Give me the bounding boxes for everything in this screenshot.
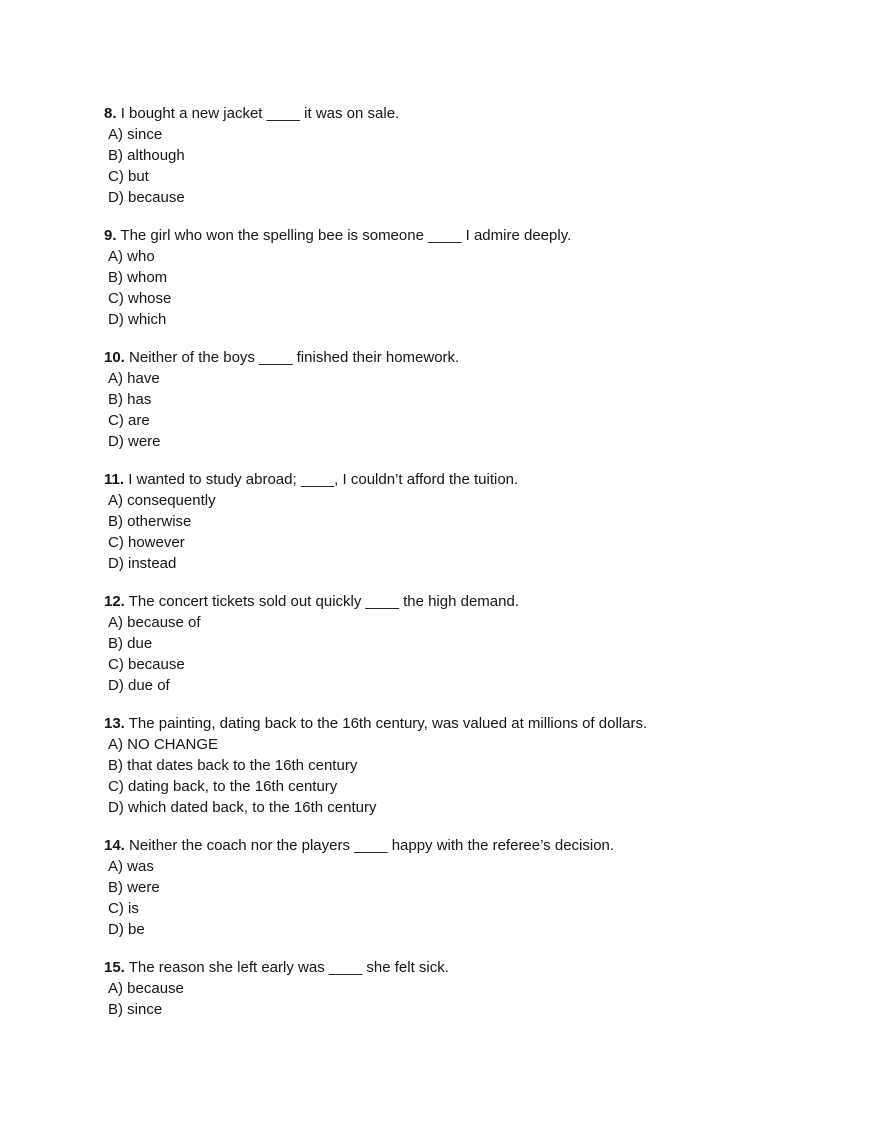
question-block-12 [104, 591, 820, 696]
question-block-14 [104, 835, 820, 940]
answer-option-c: C) is [108, 900, 139, 917]
question-block-9 [104, 225, 820, 330]
answer-option-b: B) due [108, 635, 153, 652]
answer-option-c: C) whose [108, 290, 172, 307]
answer-option-d: D) instead [108, 555, 177, 572]
answer-option-b: B) although [108, 147, 185, 164]
question-number: 10. [104, 349, 125, 366]
question-number: 12. [104, 593, 125, 610]
question-block-13 [104, 713, 820, 818]
question-text: The painting, dating back to the 16th century, was valued at millions of dollars. [128, 715, 648, 732]
question-text: The girl who won the spelling bee is someone ____ I admire deeply. [120, 227, 572, 244]
question-stem [104, 957, 820, 978]
document-page [104, 103, 820, 1037]
question-stem [104, 103, 820, 124]
question-text: The reason she left early was ____ she felt sick. [128, 959, 449, 976]
answer-option-b: B) whom [108, 269, 168, 286]
answer-option-d: D) because [108, 189, 185, 206]
answer-option-a: A) because of [108, 614, 201, 631]
answer-option-d: D) were [108, 433, 161, 450]
answer-option-a: A) who [108, 248, 155, 265]
question-number: 14. [104, 837, 125, 854]
answer-option-b: B) since [108, 1001, 163, 1018]
answer-option-d: D) which [108, 311, 167, 328]
question-stem [104, 835, 820, 856]
answer-option-b: B) otherwise [108, 513, 192, 530]
question-block-10 [104, 347, 820, 452]
question-block-8 [104, 103, 820, 208]
question-stem [104, 713, 820, 734]
answer-option-c: C) are [108, 412, 150, 429]
question-text: I bought a new jacket ____ it was on sale. [120, 105, 400, 122]
answer-option-a: A) since [108, 126, 163, 143]
answer-option-d: D) which dated back, to the 16th century [108, 799, 377, 816]
question-number: 8. [104, 105, 117, 122]
question-number: 11. [104, 471, 125, 488]
answer-option-b: B) were [108, 879, 160, 896]
answer-option-d: D) be [108, 921, 145, 938]
question-stem [104, 225, 820, 246]
answer-option-a: A) have [108, 370, 160, 387]
answer-option-c: C) because [108, 656, 185, 673]
answer-option-a: A) because [108, 980, 184, 997]
answer-option-a: A) NO CHANGE [108, 736, 219, 753]
answer-option-b: B) has [108, 391, 152, 408]
question-number: 15. [104, 959, 125, 976]
question-stem [104, 591, 820, 612]
answer-option-c: C) however [108, 534, 185, 551]
answer-option-a: A) consequently [108, 492, 216, 509]
answer-option-b: B) that dates back to the 16th century [108, 757, 358, 774]
question-stem [104, 469, 820, 490]
question-text: I wanted to study abroad; ____, I couldn’t afford the tuition. [128, 471, 519, 488]
question-text: The concert tickets sold out quickly ____ the high demand. [128, 593, 519, 610]
question-stem [104, 347, 820, 368]
question-number: 13. [104, 715, 125, 732]
answer-option-c: C) but [108, 168, 149, 185]
question-text: Neither the coach nor the players ____ happy with the referee’s decision. [129, 837, 615, 854]
question-block-15 [104, 957, 820, 1020]
question-number: 9. [104, 227, 117, 244]
answer-option-d: D) due of [108, 677, 170, 694]
answer-option-c: C) dating back, to the 16th century [108, 778, 338, 795]
question-block-11 [104, 469, 820, 574]
question-text: Neither of the boys ____ finished their homework. [129, 349, 460, 366]
answer-option-a: A) was [108, 858, 154, 875]
